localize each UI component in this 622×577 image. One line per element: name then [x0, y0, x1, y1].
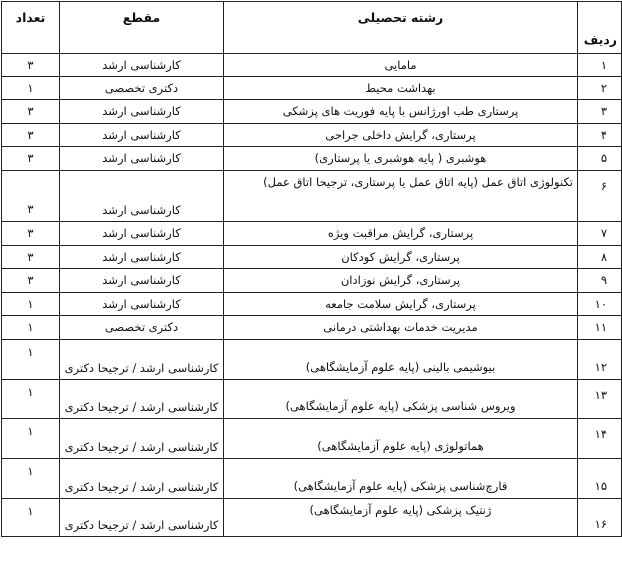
- row-number: ۱۵: [578, 459, 622, 499]
- row-number: ۱۰: [578, 293, 622, 316]
- row-grade: کارشناسی ارشد: [60, 222, 224, 246]
- table-row: [2, 124, 622, 147]
- row-count: ۳: [2, 246, 60, 269]
- row-number: ۵: [578, 147, 622, 171]
- row-field: پرستاری، گرایش نوزادان: [224, 269, 578, 293]
- row-grade: دکتری تخصصی: [60, 77, 224, 100]
- header-field: رشته تحصیلی: [224, 2, 578, 54]
- table-row: [2, 316, 622, 340]
- table-header-row: [2, 2, 622, 54]
- table-row: [2, 147, 622, 171]
- row-count: ۳: [2, 147, 60, 171]
- table-row: [2, 100, 622, 124]
- table-row: [2, 340, 622, 380]
- row-count: ۳: [2, 124, 60, 147]
- row-grade: کارشناسی ارشد: [60, 269, 224, 293]
- row-count: ۳: [2, 171, 60, 222]
- row-field: مامایی: [224, 54, 578, 77]
- table-row: [2, 419, 622, 459]
- row-count: ۱: [2, 380, 60, 419]
- row-number: ۶: [578, 171, 622, 222]
- row-number: ۸: [578, 246, 622, 269]
- table-row: [2, 54, 622, 77]
- row-field: ژنتیک پزشکی (پایه علوم آزمایشگاهی): [224, 499, 578, 537]
- row-count: ۱: [2, 419, 60, 459]
- row-field: پرستاری، گرایش داخلی جراحی: [224, 124, 578, 147]
- row-field: بهداشت محیط: [224, 77, 578, 100]
- row-field: پرستاری، گرایش سلامت جامعه: [224, 293, 578, 316]
- table-row: [2, 171, 622, 222]
- table-row: [2, 459, 622, 499]
- row-grade: کارشناسی ارشد / ترجیحا دکتری: [60, 459, 224, 499]
- table-row: [2, 269, 622, 293]
- row-number: ۱: [578, 54, 622, 77]
- row-count: ۱: [2, 316, 60, 340]
- row-number: ۱۶: [578, 499, 622, 537]
- row-number: ۷: [578, 222, 622, 246]
- fields-table: [1, 1, 622, 537]
- row-field: تکنولوژی اتاق عمل (پایه اتاق عمل یا پرستاری، ترجیحا اتاق عمل): [224, 171, 578, 222]
- row-count: ۳: [2, 54, 60, 77]
- row-number: ۱۲: [578, 340, 622, 380]
- table-row: [2, 246, 622, 269]
- header-grade: مقطع: [60, 2, 224, 54]
- row-grade: دکتری تخصصی: [60, 316, 224, 340]
- row-field: پرستاری، گرایش کودکان: [224, 246, 578, 269]
- row-grade: کارشناسی ارشد / ترجیحا دکتری: [60, 340, 224, 380]
- row-count: ۱: [2, 499, 60, 537]
- row-grade: کارشناسی ارشد: [60, 246, 224, 269]
- row-number: ۱۳: [578, 380, 622, 419]
- row-field: پرستاری، گرایش مراقبت ویژه: [224, 222, 578, 246]
- row-count: ۱: [2, 77, 60, 100]
- row-field: مدیریت خدمات بهداشتی درمانی: [224, 316, 578, 340]
- row-field: قارچ‌شناسی پزشکی (پایه علوم آزمایشگاهی): [224, 459, 578, 499]
- row-grade: کارشناسی ارشد / ترجیحا دکتری: [60, 380, 224, 419]
- row-count: ۳: [2, 100, 60, 124]
- row-grade: کارشناسی ارشد: [60, 293, 224, 316]
- table-row: [2, 293, 622, 316]
- row-grade: کارشناسی ارشد / ترجیحا دکتری: [60, 419, 224, 459]
- row-grade: کارشناسی ارشد: [60, 54, 224, 77]
- row-number: ۱۱: [578, 316, 622, 340]
- row-grade: کارشناسی ارشد: [60, 147, 224, 171]
- row-count: ۱: [2, 293, 60, 316]
- row-number: ۴: [578, 124, 622, 147]
- row-grade: کارشناسی ارشد / ترجیحا دکتری: [60, 499, 224, 537]
- table-row: [2, 499, 622, 537]
- row-number: ۲: [578, 77, 622, 100]
- table-row: [2, 222, 622, 246]
- row-count: ۱: [2, 340, 60, 380]
- row-count: ۱: [2, 459, 60, 499]
- row-grade: کارشناسی ارشد: [60, 124, 224, 147]
- row-count: ۳: [2, 222, 60, 246]
- row-field: ویروس شناسی پزشکی (پایه علوم آزمایشگاهی): [224, 380, 578, 419]
- row-count: ۳: [2, 269, 60, 293]
- row-number: ۱۴: [578, 419, 622, 459]
- row-grade: کارشناسی ارشد: [60, 171, 224, 222]
- row-number: ۹: [578, 269, 622, 293]
- row-field: بیوشیمی بالینی (پایه علوم آزمایشگاهی): [224, 340, 578, 380]
- table-row: [2, 77, 622, 100]
- table-row: [2, 380, 622, 419]
- row-field: هماتولوژی (پایه علوم آزمایشگاهی): [224, 419, 578, 459]
- header-radif: ردیف: [578, 2, 622, 54]
- row-field: پرستاری طب اورژانس با پایه فوریت های پزشکی: [224, 100, 578, 124]
- row-grade: کارشناسی ارشد: [60, 100, 224, 124]
- header-count: تعداد: [2, 2, 60, 54]
- row-field: هوشبری ( پایه هوشبری یا پرستاری): [224, 147, 578, 171]
- row-number: ۳: [578, 100, 622, 124]
